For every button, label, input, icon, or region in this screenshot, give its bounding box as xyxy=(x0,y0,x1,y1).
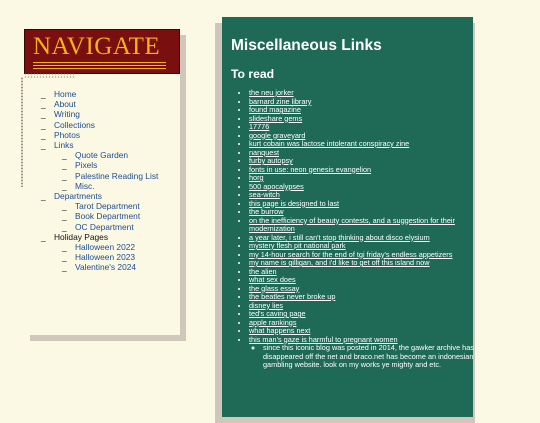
list-item xyxy=(249,336,483,370)
link-slideshare-gems[interactable]: slideshare gems xyxy=(249,113,303,123)
banner-underline xyxy=(33,62,166,63)
sidebar-link-holiday-pages: Holiday Pages xyxy=(54,231,109,242)
sidebar-link-halloween-2022[interactable]: Halloween 2022 xyxy=(75,242,136,253)
list-item xyxy=(249,200,483,209)
link-ted-s-caving-page[interactable]: ted's caving page xyxy=(249,309,306,318)
dotted-divider xyxy=(24,76,76,78)
sidebar-submenu xyxy=(41,242,158,273)
list-marker: _ xyxy=(41,140,46,151)
sidebar-item-tarot-department xyxy=(62,201,158,211)
link-on-the-inefficiency-of-beauty-contests-and-a-suggestion-for-their-modernization[interactable]: on the inefficiency of beauty contests, and a suggestion for their modernization xyxy=(249,215,455,233)
sidebar-item-halloween-2022 xyxy=(62,242,158,252)
list-marker: _ xyxy=(62,262,67,273)
list-marker: _ xyxy=(62,170,67,181)
list-marker: _ xyxy=(41,109,46,120)
sidebar-link-writing[interactable]: Writing xyxy=(54,109,80,120)
link-the-burrow[interactable]: the burrow xyxy=(249,207,284,216)
list-marker: _ xyxy=(41,99,46,110)
link-the-beatles-never-broke-up[interactable]: the beatles never broke up xyxy=(249,292,336,301)
sidebar-item-departments xyxy=(41,191,158,232)
link-the-neu-jorker[interactable]: the neu jorker xyxy=(249,88,294,97)
sub-list xyxy=(249,344,483,370)
sidebar-item-photos xyxy=(41,130,158,140)
list-marker: _ xyxy=(41,129,46,140)
list-item xyxy=(249,166,483,175)
link-mystery-flesh-pit-national-park[interactable]: mystery flesh pit national park xyxy=(249,241,346,250)
sidebar-link-photos[interactable]: Photos xyxy=(54,129,81,140)
list-marker: _ xyxy=(62,201,67,212)
list-item xyxy=(249,140,483,149)
link-furby-autopsy[interactable]: furby autopsy xyxy=(249,156,293,165)
sidebar-item-halloween-2023 xyxy=(62,252,158,262)
link-sea-witch[interactable]: sea-witch xyxy=(249,190,280,199)
sidebar-link-tarot-department[interactable]: Tarot Department xyxy=(75,201,140,212)
navigate-title: NAVIGATE xyxy=(33,33,161,60)
sidebar-link-home[interactable]: Home xyxy=(54,89,77,99)
archive-note: ◦ since this iconic blog was posted in 2014, the gawker archive has disappeared off the net and braco.net has become an indonesian gambling website. look on my works ye mighty and etc. xyxy=(263,344,483,370)
link-what-sex-does[interactable]: what sex does xyxy=(249,275,296,284)
sidebar-nav xyxy=(41,89,158,273)
sidebar-link-departments[interactable]: Departments xyxy=(54,191,102,202)
sidebar-link-quote-garden[interactable]: Quote Garden xyxy=(75,150,129,161)
sidebar-item-links xyxy=(41,140,158,191)
list-marker: _ xyxy=(62,211,67,222)
sidebar-item-palestine-reading-list xyxy=(62,171,158,181)
sidebar-link-pixels[interactable]: Pixels xyxy=(75,160,98,171)
main-content xyxy=(222,17,473,417)
link-this-man-s-gaze-is-harmful-to-pregnant-women[interactable]: this man's gaze is harmful to pregnant women xyxy=(249,334,398,344)
link-my-name-is-gilligan-and-i-d-like-to-get-off-this-island-now[interactable]: my name is gilligan, and i'd like to get off this island now xyxy=(249,258,430,267)
sidebar-item-about xyxy=(41,99,158,109)
link-the-alien[interactable]: the alien xyxy=(249,266,277,276)
sidebar-link-palestine-reading-list[interactable]: Palestine Reading List xyxy=(75,170,159,181)
sidebar-item-home xyxy=(41,89,158,99)
sidebar-item-valentine-s-2024 xyxy=(62,262,158,272)
list-marker: _ xyxy=(62,221,67,232)
sidebar xyxy=(24,29,180,335)
link-this-page-is-designed-to-last[interactable]: this page is designed to last xyxy=(249,198,340,208)
list-item xyxy=(249,293,483,302)
list-marker: _ xyxy=(41,191,46,202)
sidebar-link-valentine-s-2024[interactable]: Valentine's 2024 xyxy=(75,262,137,273)
list-item xyxy=(249,115,483,124)
list-marker: _ xyxy=(41,89,46,99)
sidebar-item-misc xyxy=(62,181,158,191)
list-marker: _ xyxy=(62,160,67,171)
link-kurt-cobain-was-lactose-intolerant-conspiracy-zine[interactable]: kurt cobain was lactose intolerant conspiracy zine xyxy=(249,139,410,148)
link-found-magazine[interactable]: found magazine xyxy=(249,105,301,114)
sidebar-item-quote-garden xyxy=(62,150,158,160)
sidebar-item-collections xyxy=(41,120,158,130)
list-marker: _ xyxy=(41,231,46,242)
link-apple-rankings[interactable]: apple rankings xyxy=(249,317,297,327)
sidebar-link-misc[interactable]: Misc. xyxy=(75,180,95,191)
section-title-to-read: To read xyxy=(231,67,275,81)
list-item xyxy=(249,183,483,192)
sidebar-link-oc-department[interactable]: OC Department xyxy=(75,221,134,232)
link-a-year-later-i-still-can-t-stop-thinking-about-disco-elysium[interactable]: a year later, i still can't stop thinking about disco elysium xyxy=(249,232,430,242)
sidebar-item-pixels xyxy=(62,160,158,170)
dotted-divider xyxy=(21,77,23,187)
link-my-14-hour-search-for-the-end-of-tgi-friday-s-endless-appetizers[interactable]: my 14-hour search for the end of tgi friday's endless appetizers xyxy=(249,249,453,259)
link-horg[interactable]: horg xyxy=(249,173,264,182)
sidebar-link-book-department[interactable]: Book Department xyxy=(75,211,141,222)
banner-underline xyxy=(33,65,166,66)
dotted-divider xyxy=(24,73,76,75)
list-marker: _ xyxy=(41,119,46,130)
link-nanquest[interactable]: nanquest xyxy=(249,147,280,157)
list-marker: _ xyxy=(62,180,67,191)
sidebar-item-writing xyxy=(41,109,158,119)
link-list xyxy=(235,89,483,370)
sidebar-item-holiday-pages xyxy=(41,232,158,273)
sidebar-item-oc-department xyxy=(62,222,158,232)
page-title: Miscellaneous Links xyxy=(231,37,382,54)
sidebar-link-collections[interactable]: Collections xyxy=(54,119,95,130)
list-item xyxy=(249,217,483,234)
sidebar-link-halloween-2023[interactable]: Halloween 2023 xyxy=(75,252,136,263)
link-barnard-zine-library[interactable]: barnard zine library xyxy=(249,96,312,106)
link-17776[interactable]: 17776 xyxy=(249,122,270,131)
list-marker: _ xyxy=(62,242,67,253)
link-disney-lies[interactable]: disney lies xyxy=(249,300,284,310)
sidebar-submenu xyxy=(41,201,158,232)
link-500-apocalypses[interactable]: 500 apocalypses xyxy=(249,181,304,191)
link-google-graveyard[interactable]: google graveyard xyxy=(249,130,306,140)
sidebar-submenu xyxy=(41,150,158,191)
link-the-glass-essay[interactable]: the glass essay xyxy=(249,283,300,293)
list-marker: _ xyxy=(62,252,67,263)
navigate-banner xyxy=(24,29,180,74)
link-fonts-in-use-neon-genesis-evangelion[interactable]: fonts in use: neon genesis evangelion xyxy=(249,164,372,174)
list-marker: _ xyxy=(62,150,67,161)
banner-underline xyxy=(33,68,166,69)
sidebar-item-book-department xyxy=(62,211,158,221)
sidebar-link-about[interactable]: About xyxy=(54,99,76,110)
list-item xyxy=(249,259,483,268)
sidebar-link-links[interactable]: Links xyxy=(54,140,74,151)
link-what-happens-next[interactable]: what happens next xyxy=(249,326,311,335)
